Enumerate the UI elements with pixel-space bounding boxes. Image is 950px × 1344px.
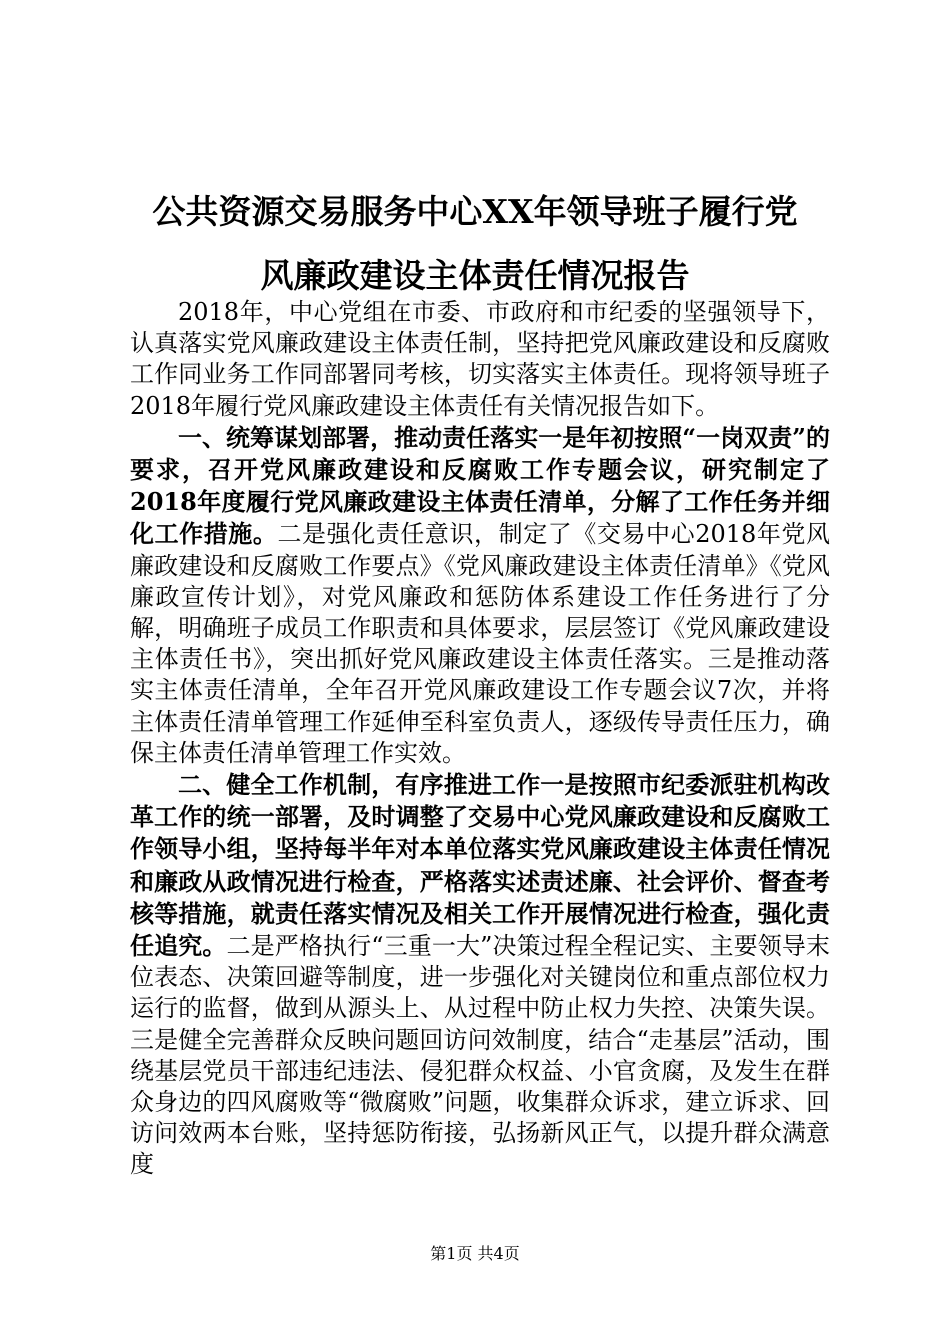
document-title-line-2: 风廉政建设主体责任情况报告 (260, 256, 690, 295)
document-title-line-1: 公共资源交易服务中心XX年领导班子履行党 (152, 192, 798, 231)
page-footer: 第1页 共4页 (430, 1244, 520, 1263)
section-heading: 一、统筹谋划部署，推动责任落实一是年初按照“一岗双责”的要求，召开党风廉政建设和反腐败工作专题会议，研究制定了2018年度履行党风廉政建设主体责任清单，分解了工作任务并细化工作措施。 (130, 422, 830, 549)
section-heading: 二、健全工作机制，有序推进工作一是按照市纪委派驻机构改革工作的统一部署，及时调整了交易中心党风廉政建设和反腐败工作领导小组，坚持每半年对本单位落实党风廉政建设主体责任情况和廉政从政情况进行检查，严格落实述责述廉、社会评价、督查考核等措施，就责任落实情况及相关工作开展情况进行检查，强化责任追究。 (130, 770, 830, 961)
paragraph-section-2 (130, 769, 830, 1181)
document-body (130, 297, 830, 1181)
paragraph-intro (130, 297, 830, 422)
paragraph-text: 二是强化责任意识，制定了《交易中心2018年党风廉政建设和反腐败工作要点》《党风廉政建设主体责任清单》《党风廉政宣传计划》，对党风廉政和惩防体系建设工作任务进行了分解，明确班子成员工作职责和具体要求，层层签订《党风廉政建设主体责任书》，突出抓好党风廉政建设主体责任落实。三是推动落实主体责任清单，全年召开党风廉政建设工作专题会议7次，并将主体责任清单管理工作延伸至科室负责人，逐级传导责任压力，确保主体责任清单管理工作实效。 (130, 520, 831, 767)
paragraph-section-1 (130, 422, 830, 769)
paragraph-text: 二是严格执行“三重一大”决策过程全程记实、主要领导末位表态、决策回避等制度，进一步强化对关键岗位和重点部位权力运行的监督，做到从源头上、从过程中防止权力失控、决策失误。三是健全完善群众反映问题回访问效制度，结合“走基层”活动，围绕基层党员干部违纪违法、侵犯群众权益、小官贪腐，及发生在群众身边的四风腐败等“微腐败”问题，收集群众诉求，建立诉求、回访问效两本台账，坚持惩防衔接，弘扬新风正气，以提升群众满意度 (130, 932, 830, 1179)
paragraph-text: 2018年，中心党组在市委、市政府和市纪委的坚强领导下，认真落实党风廉政建设主体责任制，坚持把党风廉政建设和反腐败工作同业务工作同部署同考核，切实落实主体责任。现将领导班子2018年履行党风廉政建设主体责任有关情况报告如下。 (130, 298, 830, 420)
